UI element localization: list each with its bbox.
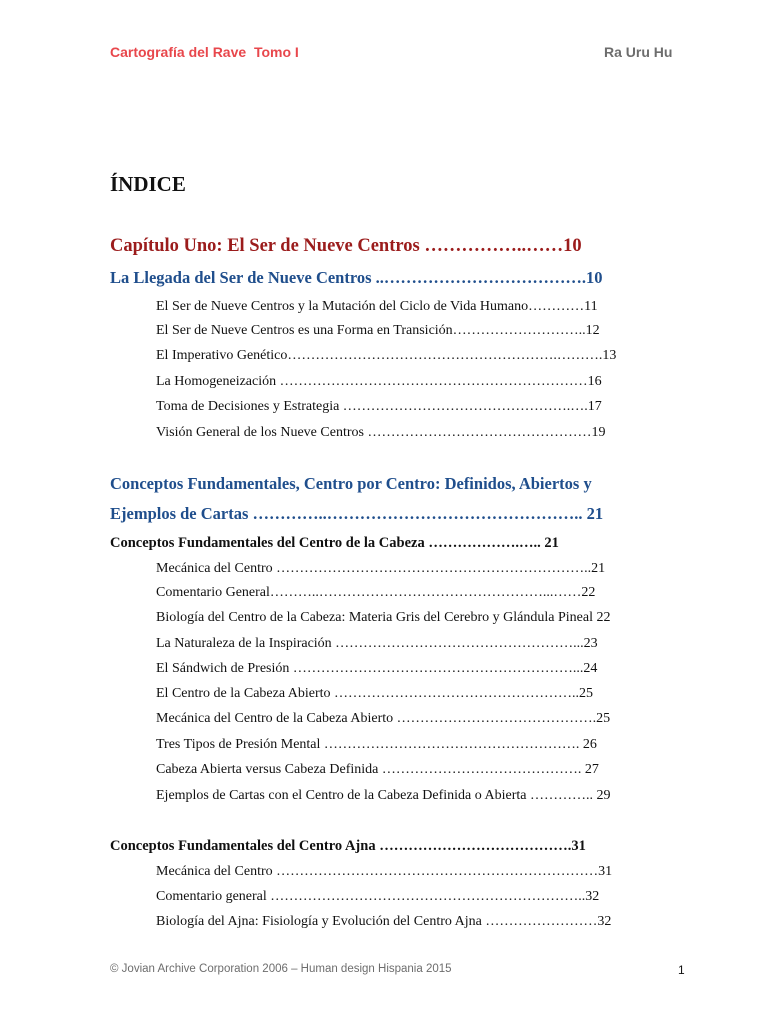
toc-entry[interactable]: El Centro de la Cabeza Abierto ……………………………………………..25 bbox=[156, 686, 594, 701]
toc-entry[interactable]: El Sándwich de Presión ……………………………………………………...24 bbox=[156, 661, 598, 676]
toc-entry[interactable]: Comentario General………..…………………………………………...……22 bbox=[156, 585, 596, 600]
toc-section-fundamental-concepts[interactable]: Conceptos Fundamentales, Centro por Centro: Definidos, Abiertos y bbox=[110, 474, 592, 493]
page-number: 1 bbox=[678, 963, 685, 977]
toc-entry[interactable]: Mecánica del Centro …………………………………………………………..21 bbox=[156, 561, 606, 576]
toc-entry[interactable]: El Ser de Nueve Centros es una Forma en Transición………………………..12 bbox=[156, 323, 600, 338]
toc-subsection-head-center[interactable]: Conceptos Fundamentales del Centro de la Cabeza ……………….….. 21 bbox=[110, 535, 559, 551]
toc-entry[interactable]: Toma de Decisiones y Estrategia ………………………………………….….17 bbox=[156, 399, 602, 414]
toc-section-arrival[interactable]: La Llegada del Ser de Nueve Centros ..……………………………….10 bbox=[110, 268, 603, 287]
toc-entry[interactable]: Mecánica del Centro ……………………………………………………………31 bbox=[156, 864, 613, 879]
book-title-header: Cartografía del Rave Tomo I bbox=[110, 44, 299, 60]
copyright-footer: © Jovian Archive Corporation 2006 – Human design Hispania 2015 bbox=[110, 963, 452, 975]
toc-entry[interactable]: Biología del Centro de la Cabeza: Materia Gris del Cerebro y Glándula Pineal 22 bbox=[156, 610, 611, 625]
toc-chapter-1[interactable]: Capítulo Uno: El Ser de Nueve Centros ……………..……10 bbox=[110, 236, 582, 256]
toc-entry[interactable]: El Ser de Nueve Centros y la Mutación del Ciclo de Vida Humano…………11 bbox=[156, 299, 598, 314]
toc-subsection-ajna-center[interactable]: Conceptos Fundamentales del Centro Ajna ………………………………….31 bbox=[110, 838, 586, 854]
toc-entry[interactable]: Mecánica del Centro de la Cabeza Abierto …………………………………….25 bbox=[156, 711, 611, 726]
toc-entry[interactable]: Biología del Ajna: Fisiología y Evolución del Centro Ajna ……………………32 bbox=[156, 914, 612, 929]
author-header: Ra Uru Hu bbox=[604, 44, 673, 60]
toc-entry[interactable]: Visión General de los Nueve Centros …………………………………………19 bbox=[156, 425, 606, 440]
toc-entry[interactable]: La Homogeneización …………………………………………………………16 bbox=[156, 374, 602, 389]
toc-section-fundamental-concepts-cont[interactable]: Ejemplos de Cartas …………..……………………………………….. 21 bbox=[110, 504, 604, 523]
toc-entry[interactable]: El Imperativo Genético………………………………………………….……….13 bbox=[156, 348, 617, 363]
index-title: ÍNDICE bbox=[110, 172, 186, 196]
toc-entry[interactable]: Comentario general …………………………………………………………..32 bbox=[156, 889, 600, 904]
toc-entry[interactable]: Tres Tipos de Presión Mental ………………………………………………. 26 bbox=[156, 737, 597, 752]
toc-entry[interactable]: Ejemplos de Cartas con el Centro de la Cabeza Definida o Abierta ………….. 29 bbox=[156, 788, 611, 803]
toc-entry[interactable]: La Naturaleza de la Inspiración ……………………………………………...23 bbox=[156, 636, 598, 651]
toc-entry[interactable]: Cabeza Abierta versus Cabeza Definida ……………………………………. 27 bbox=[156, 762, 599, 777]
